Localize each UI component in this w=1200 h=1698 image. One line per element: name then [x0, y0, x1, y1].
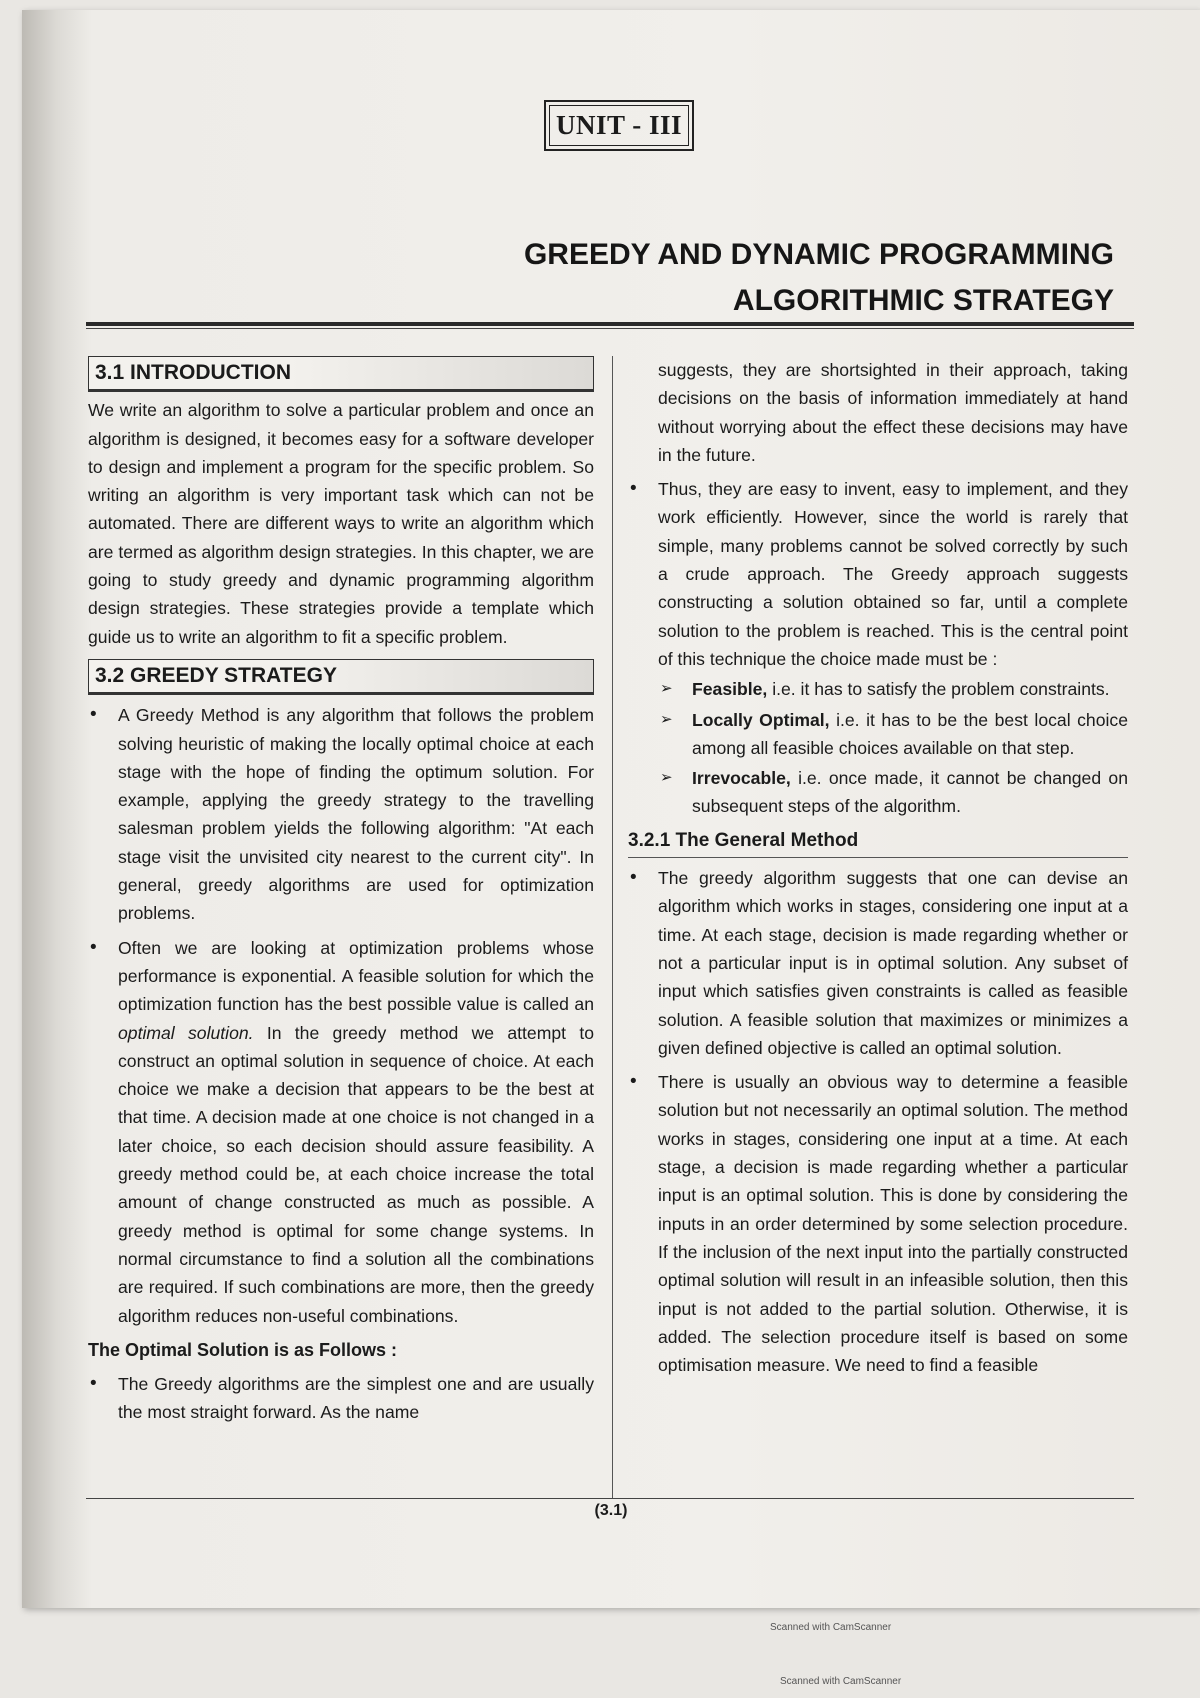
- optimal-bullets-left: [88, 1370, 594, 1427]
- choice-item-irrevocable: [658, 764, 1128, 821]
- document-page: [22, 10, 1200, 1608]
- greedy-bullet-2-part-b: In the greedy method we attempt to construct an optimal solution in sequence of choice. At each choice we make a decision that appears to be the best at that time. A decision made at one choice is not changed in a later choice, so each decision should assure feasibility. A greedy method could be, at each choice increase the total amount of change constructed as much as possible. A greedy method is optimal for some change systems. In normal circumstance to find a solution all the combinations are required. If such combinations are more, then the greedy algorithm reduces non-useful combinations.: [118, 1022, 594, 1326]
- scanner-watermark-1: Scanned with CamScanner: [770, 1622, 892, 1633]
- optimal-bullet-1-start: • The Greedy algorithms are the simplest one and are usually the most straight forward. As the name: [88, 1370, 594, 1427]
- general-method-bullets: [628, 864, 1128, 1379]
- greedy-bullet-2: [88, 934, 594, 1330]
- choice-term: Irrevocable,: [692, 768, 791, 789]
- right-column: [628, 356, 1128, 1379]
- optimal-bullet-1-continued: suggests, they are shortsighted in their approach, taking decisions on the basis of information immediately at hand without worrying about the effect these decisions may have in the future.: [658, 360, 1128, 465]
- optimal-solution-heading: The Optimal Solution is as Follows :: [88, 1339, 398, 1360]
- choice-term: Feasible,: [692, 679, 768, 700]
- header-rule: [86, 322, 1134, 326]
- section-heading-introduction: 3.1 INTRODUCTION: [88, 356, 594, 392]
- choice-item-feasible: [658, 675, 1128, 703]
- optimal-solution-term: optimal solution.: [118, 1022, 254, 1043]
- general-bullet-1: • The greedy algorithm suggests that one can devise an algorithm which works in stages, considering one input at a time. At each stage, decision is made regarding whether or not a particular input is in optimal solution. Any subset of input which satisfies given constraints is called as feasible solution. A feasible solution that maximizes or minimizes a given defined objective is called an optimal solution.: [628, 864, 1128, 1062]
- choice-list: [658, 675, 1128, 820]
- chapter-title-line1: GREEDY AND DYNAMIC PROGRAMMING: [523, 238, 1114, 271]
- unit-label: UNIT - III: [549, 105, 689, 146]
- chapter-title: [524, 232, 1114, 324]
- scanner-watermark-2: Scanned with CamScanner: [780, 1676, 902, 1687]
- general-bullet-2: • There is usually an obvious way to determine a feasible solution but not necessarily an optimal solution. The method works in stages, considering one input at a time. At each stage, a decision is made regarding whether a particular input is an optimal solution. This is done by considering the inputs in an order determined by some selection procedure. If the inclusion of the next input into the partially constructed optimal solution will result in an infeasible solution, then this input is not added to the partial solution. Otherwise, it is added. The selection procedure itself is based on some optimisation measure. We need to find a feasible: [628, 1068, 1128, 1379]
- greedy-bullet-1: • A Greedy Method is any algorithm that follows the problem solving heuristic of making the locally optimal choice at each stage with the hope of finding the optimum solution. For example, applying the greedy strategy to the travelling salesman problem yields the following algorithm: "At each stage visit the unvisited city nearest to the current city". In general, greedy algorithms are used for optimization problems.: [88, 701, 594, 927]
- greedy-bullets: [88, 701, 594, 1330]
- optimal-bullet-2: • Thus, they are easy to invent, easy to implement, and they work efficiently. However, since the world is rarely that simple, many problems cannot be solved correctly by such a crude approach. The Greedy approach suggests constructing a solution obtained so far, until a complete solution to the problem is reached. This is the central point of this technique the choice made must be :: [628, 475, 1128, 673]
- subsection-heading-general-method: 3.2.1 The General Method: [628, 827, 1128, 858]
- choice-item-locally-optimal: [658, 706, 1128, 763]
- optimal-bullets-right: [628, 475, 1128, 673]
- choice-desc: i.e. once made, it cannot be changed on subsequent steps of the algorithm.: [692, 768, 1128, 817]
- section-heading-greedy: 3.2 GREEDY STRATEGY: [88, 659, 594, 695]
- column-divider: [612, 356, 613, 1498]
- header-rule-thin: [86, 328, 1134, 329]
- chapter-title-line2: ALGORITHMIC STRATEGY: [732, 284, 1114, 317]
- arrow-icon: ➢: [660, 710, 673, 728]
- intro-paragraph: We write an algorithm to solve a particular problem and once an algorithm is designed, it becomes easy for a software developer to design and implement a program for the specific problem. So writing an algorithm is very important task which can not be automated. There are different ways to write an algorithm which are termed as algorithm design strategies. In this chapter, we are going to study greedy and dynamic programming algorithm design strategies. These strategies provide a template which guide us to write an algorithm to fit a specific problem.: [88, 400, 594, 647]
- footer-rule: [86, 1498, 1134, 1499]
- choice-desc: i.e. it has to be the best local choice among all feasible choices available on that step.: [692, 709, 1128, 758]
- arrow-icon: ➢: [660, 680, 673, 698]
- left-column: [88, 356, 594, 1427]
- greedy-bullet-2-part-a: Often we are looking at optimization problems whose performance is exponential. A feasible solution for which the optimization function has the best possible value is called an: [118, 937, 594, 1015]
- choice-desc: i.e. it has to satisfy the problem constraints.: [767, 679, 1110, 700]
- choice-term: Locally Optimal,: [692, 709, 830, 730]
- arrow-icon: ➢: [660, 769, 673, 787]
- page-number: (3.1): [594, 1502, 628, 1519]
- unit-label-box: [544, 100, 694, 151]
